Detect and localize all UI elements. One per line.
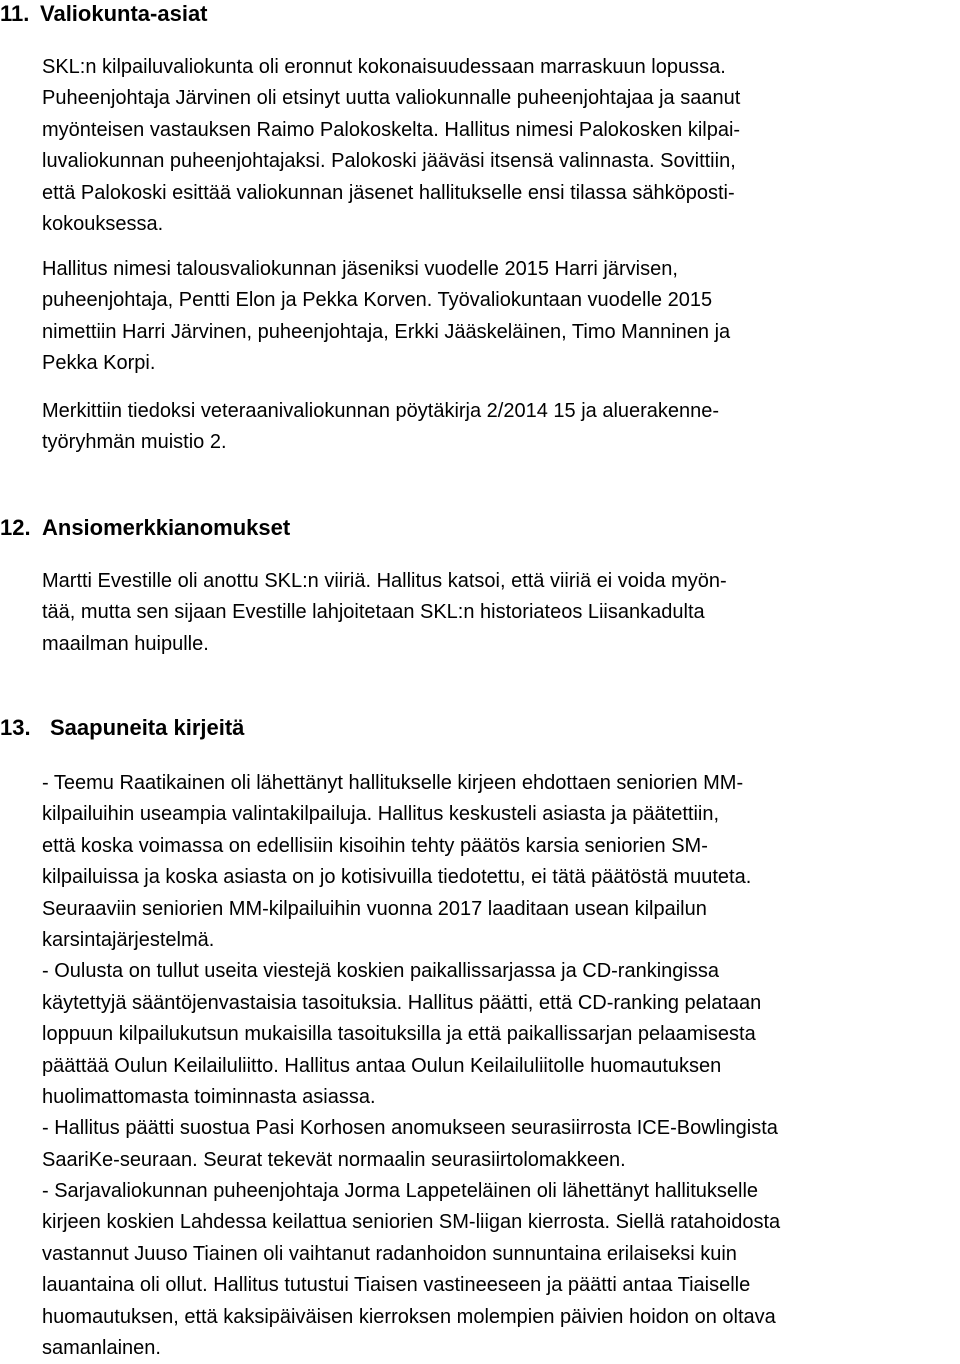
text-line: - Sarjavaliokunnan puheenjohtaja Jorma Lappeteläinen oli lähettänyt hallitukselle [42, 1180, 759, 1203]
paragraph [42, 254, 942, 380]
text-line: SKL:n kilpailuvaliokunta oli eronnut kokonaisuudessaan marraskuun lopussa. [42, 56, 726, 78]
paragraph [42, 768, 942, 1364]
text-line: kirjeen koskien Lahdessa keilattua seniorien SM-liigan kierrosta. Siellä ratahoidosta [42, 1211, 781, 1234]
text-line: tää, mutta sen sijaan Evestille lahjoitetaan SKL:n historiateos Liisankadulta [42, 601, 705, 624]
text-line: - Teemu Raatikainen oli lähettänyt hallitukselle kirjeen ehdottaen seniorien MM- [42, 772, 744, 794]
text-line: puheenjohtaja, Pentti Elon ja Pekka Korven. Työvaliokuntaan vuodelle 2015 [42, 289, 713, 312]
section-number: 13. [0, 715, 31, 740]
text-line: karsintajärjestelmä. [42, 928, 215, 951]
text-line: vastannut Juuso Tiainen oli vaihtanut radanhoidon sunnuntaina erilaiseksi kuin [42, 1242, 737, 1265]
text-line: että Palokoski esittää valiokunnan jäsenet hallitukselle ensi tilassa sähköposti- [42, 181, 735, 204]
text-line: Puheenjohtaja Järvinen oli etsinyt uutta valiokunnalle puheenjohtajaa ja saanut [42, 87, 741, 110]
paragraph [42, 566, 942, 660]
text-line: Martti Evestille oli anottu SKL:n viiriä. Hallitus katsoi, että viiriä ei voida myön- [42, 570, 727, 592]
paragraph [42, 396, 942, 459]
text-line: kokouksessa. [42, 212, 164, 235]
text-line: huolimattomasta toiminnasta asiassa. [42, 1085, 376, 1108]
text-line: nimettiin Harri Järvinen, puheenjohtaja, Erkki Jääskeläinen, Timo Manninen ja [42, 320, 731, 343]
section-number: 12. [0, 515, 31, 540]
section-title: Saapuneita kirjeitä [50, 715, 245, 740]
text-line: samanlainen. [42, 1337, 161, 1360]
paragraph [42, 52, 942, 240]
text-line: Pekka Korpi. [42, 352, 156, 375]
section-number: 11. [0, 1, 30, 26]
text-line: että koska voimassa on edellisiin kisoihin tehty päätös karsia seniorien SM- [42, 834, 708, 857]
text-line: kilpailuihin useampia valintakilpailuja. Hallitus keskusteli asiasta ja päätettiin, [42, 803, 720, 826]
section-heading-11 [0, 0, 208, 28]
text-line: kilpailuissa ja koska asiasta on jo kotisivuilla tiedotettu, ei tätä päätöstä muuteta. [42, 866, 752, 889]
text-line: Hallitus nimesi talousvaliokunnan jäseniksi vuodelle 2015 Harri järvisen, [42, 258, 678, 280]
text-line: maailman huipulle. [42, 632, 209, 655]
text-line: - Oulusta on tullut useita viestejä koskien paikallissarjassa ja CD-rankingissa [42, 960, 719, 983]
text-line: luvaliokunnan puheenjohtajaksi. Palokoski jääväsi itsensä valinnasta. Sovittiin, [42, 150, 736, 173]
section-heading-12 [0, 514, 290, 542]
text-line: Seuraaviin seniorien MM-kilpailuihin vuonna 2017 laaditaan usean kilpailun [42, 897, 707, 920]
text-line: päättää Oulun Keilailuliitto. Hallitus antaa Oulun Keilailuliitolle huomautuksen [42, 1054, 722, 1077]
text-line: lauantaina oli ollut. Hallitus tutustui Tiaisen vastineeseen ja päätti antaa Tiaiselle [42, 1274, 751, 1297]
text-line: myönteisen vastauksen Raimo Palokoskelta. Hallitus nimesi Palokosken kilpai- [42, 118, 741, 141]
text-line: käytettyjä sääntöjenvastaisia tasoituksia. Hallitus päätti, että CD-ranking pelataan [42, 991, 762, 1014]
text-line: huomautuksen, että kaksipäiväisen kierroksen molempien päivien hoidon on oltava [42, 1305, 776, 1328]
section-title: Ansiomerkkianomukset [42, 515, 291, 540]
text-line: loppuun kilpailukutsun mukaisilla tasoituksilla ja että paikallissarjan pelaamisesta [42, 1023, 756, 1046]
section-title: Valiokunta-asiat [40, 1, 208, 26]
text-line: SaariKe-seuraan. Seurat tekevät normaalin seurasiirtolomakkeen. [42, 1148, 626, 1171]
text-line: Merkittiin tiedoksi veteraanivaliokunnan pöytäkirja 2/2014 15 ja aluerakenne- [42, 400, 720, 422]
text-line: - Hallitus päätti suostua Pasi Korhosen anomukseen seurasiirrosta ICE-Bowlingista [42, 1117, 778, 1140]
section-heading-13 [0, 714, 244, 742]
text-line: työryhmän muistio 2. [42, 431, 227, 454]
